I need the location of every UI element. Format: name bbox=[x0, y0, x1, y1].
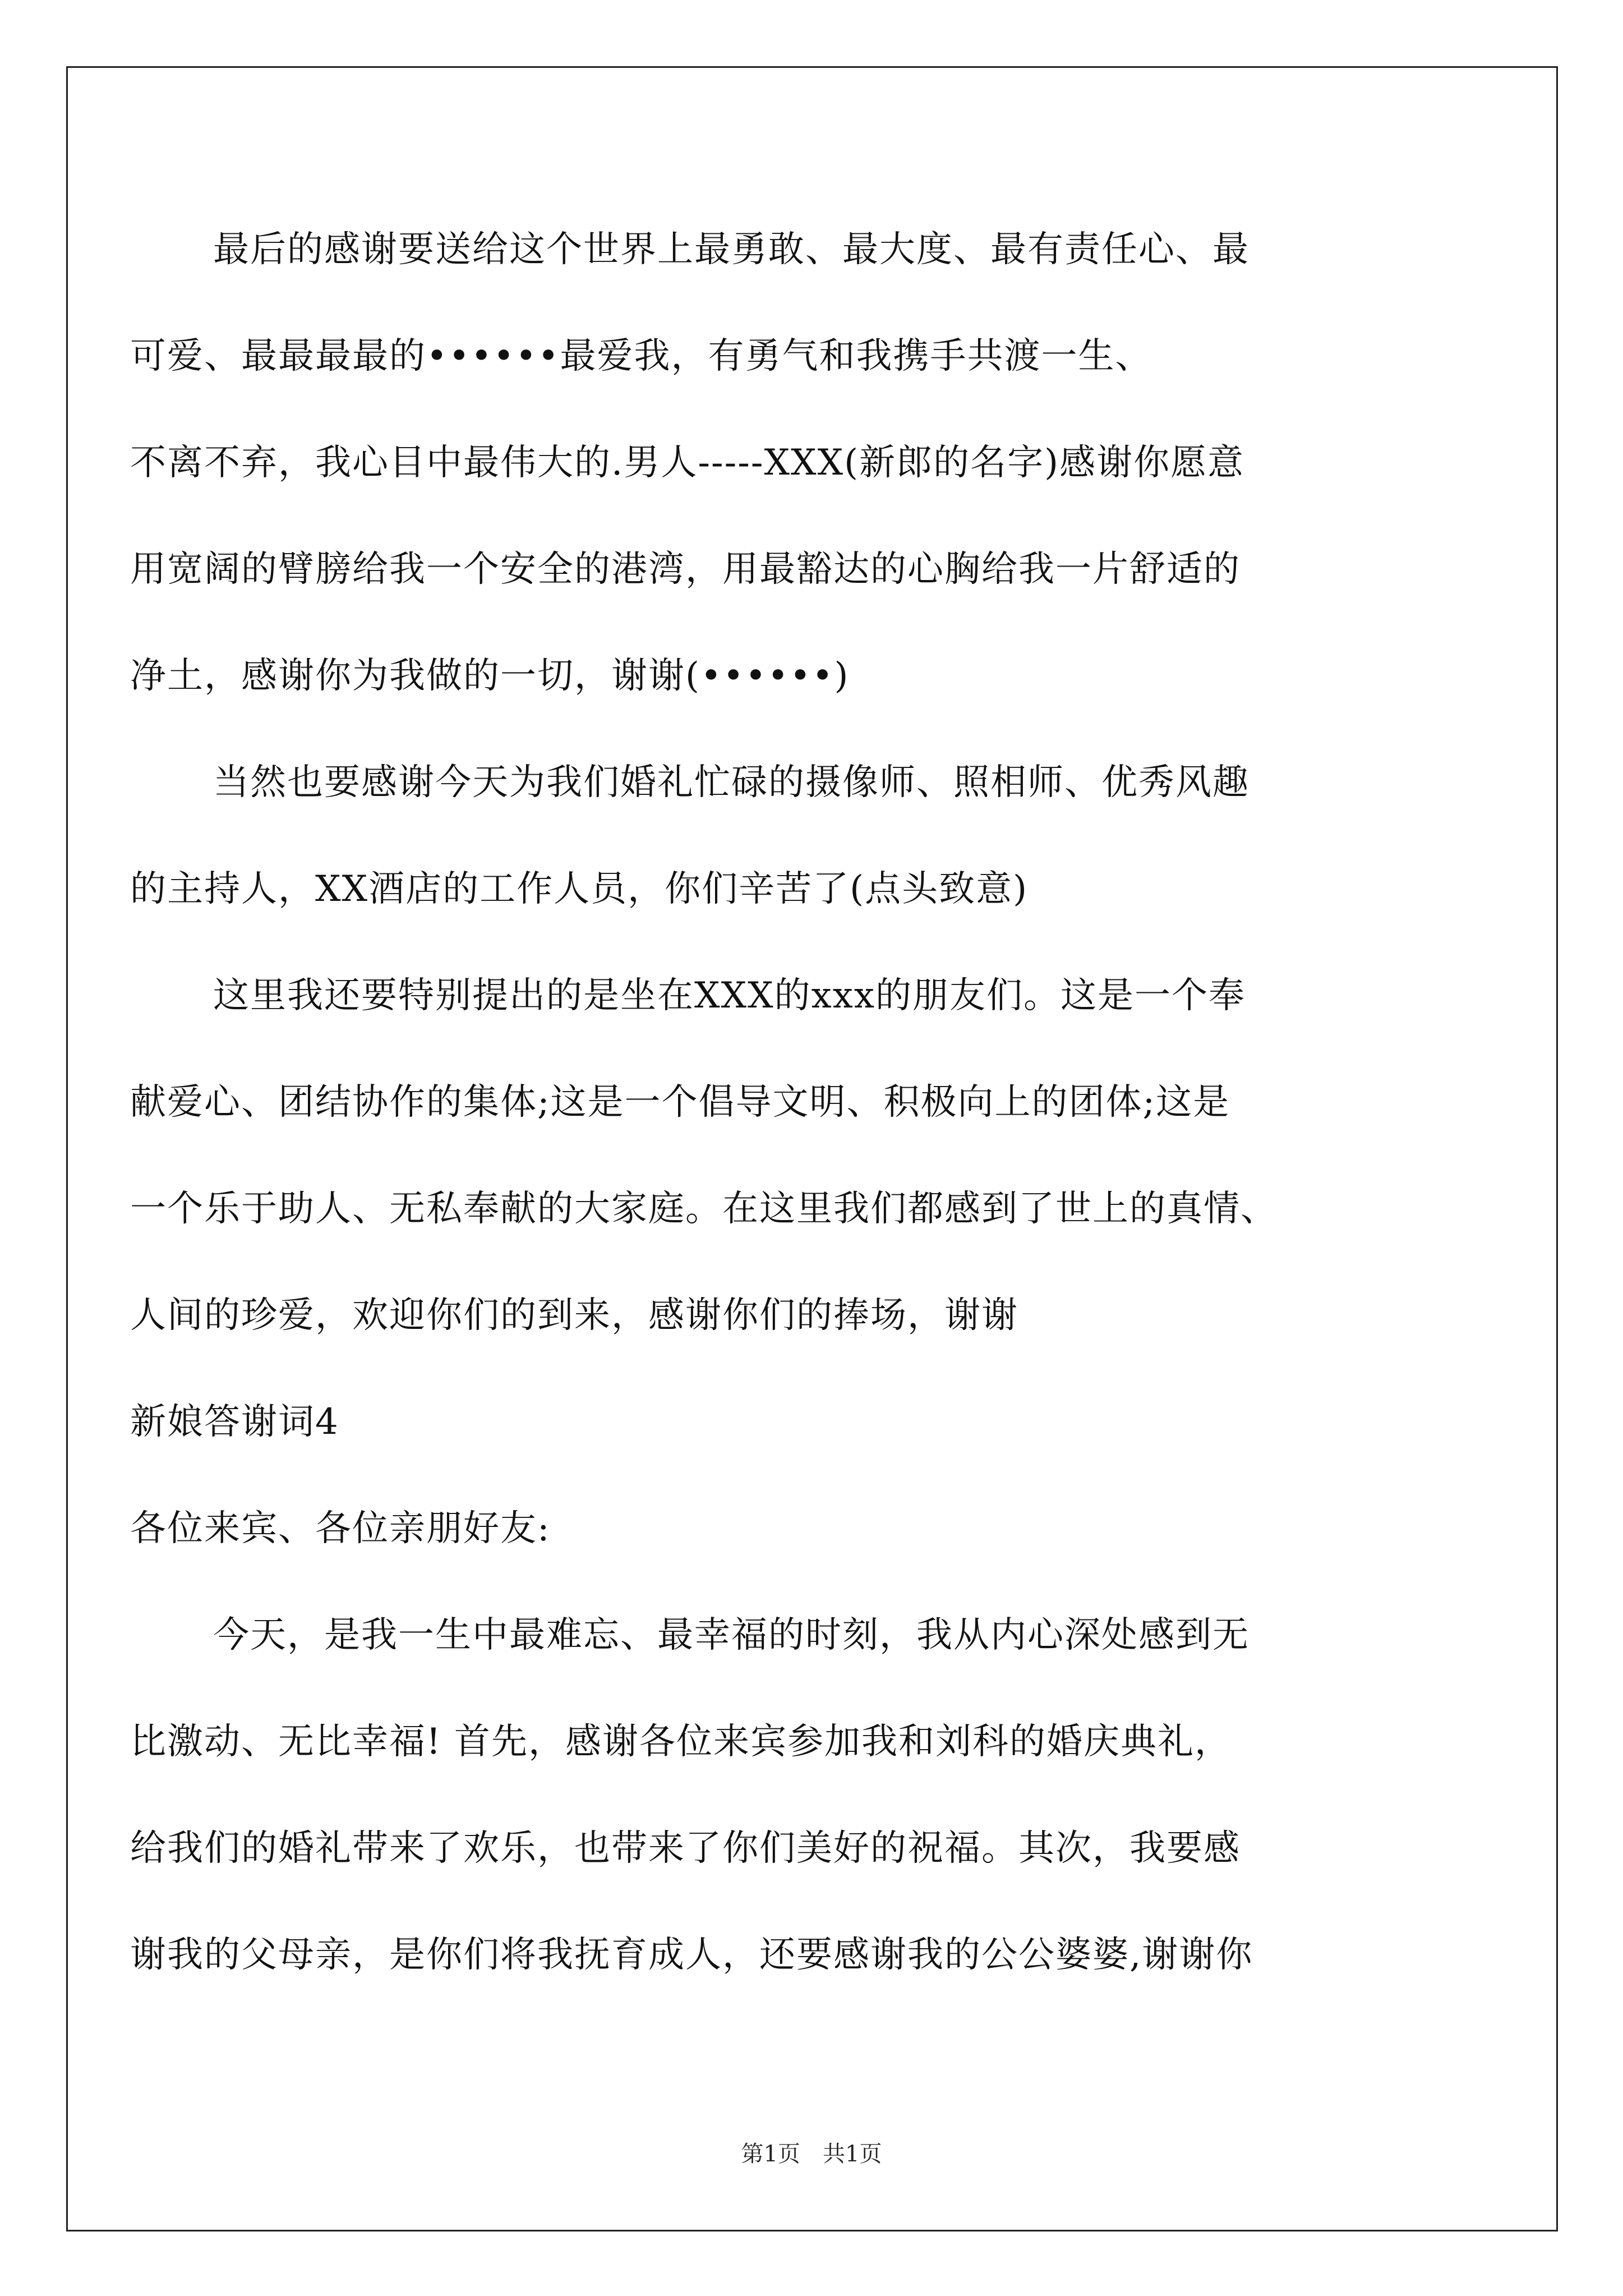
paragraph-1-line-3: 不离不弃，我心目中最伟大的.男人-----XXX(新郎的名字)感谢你愿意 bbox=[130, 442, 1245, 484]
paragraph-4-line-3: 给我们的婚礼带来了欢乐，也带来了你们美好的祝福。其次，我要感 bbox=[130, 1828, 1241, 1869]
paragraph-1-line-1: 最后的感谢要送给这个世界上最勇敢、最大度、最有责任心、最 bbox=[213, 229, 1249, 270]
paragraph-2-line-2: 的主持人，XX酒店的工作人员，你们辛苦了(点头致意) bbox=[130, 868, 1029, 910]
paragraph-2-line-1: 当然也要感谢今天为我们婚礼忙碌的摄像师、照相师、优秀风趣 bbox=[213, 762, 1249, 803]
section-heading: 新娘答谢词4 bbox=[130, 1401, 339, 1443]
paragraph-3-line-4: 人间的珍爱，欢迎你们的到来，感谢你们的捧场，谢谢 bbox=[130, 1295, 1018, 1336]
page-border bbox=[66, 66, 1558, 2231]
paragraph-4-line-1: 今天，是我一生中最难忘、最幸福的时刻，我从内心深处感到无 bbox=[213, 1614, 1249, 1656]
paragraph-1-line-5: 净土，感谢你为我做的一切，谢谢(••••••) bbox=[130, 655, 850, 697]
paragraph-4-line-2: 比激动、无比幸福! 首先，感谢各位来宾参加我和刘科的婚庆典礼， bbox=[130, 1721, 1232, 1763]
paragraph-1-line-4: 用宽阔的臂膀给我一个安全的港湾，用最豁达的心胸给我一片舒适的 bbox=[130, 549, 1241, 590]
page-footer: 第1页 共1页 bbox=[741, 2141, 882, 2167]
paragraph-3-line-3: 一个乐于助人、无私奉献的大家庭。在这里我们都感到了世上的真情、 bbox=[130, 1188, 1278, 1230]
paragraph-4-line-4: 谢我的父母亲，是你们将我抚育成人，还要感谢我的公公婆婆,谢谢你 bbox=[130, 1934, 1253, 1976]
salutation: 各位来宾、各位亲朋好友: bbox=[130, 1508, 551, 1549]
paragraph-1-line-2: 可爱、最最最最的••••••最爱我，有勇气和我携手共渡一生、 bbox=[130, 335, 1152, 377]
paragraph-3-line-2: 献爱心、团结协作的集体;这是一个倡导文明、积极向上的团体;这是 bbox=[130, 1082, 1230, 1123]
paragraph-3-line-1: 这里我还要特别提出的是坐在XXX的xxx的朋友们。这是一个奉 bbox=[213, 975, 1246, 1016]
